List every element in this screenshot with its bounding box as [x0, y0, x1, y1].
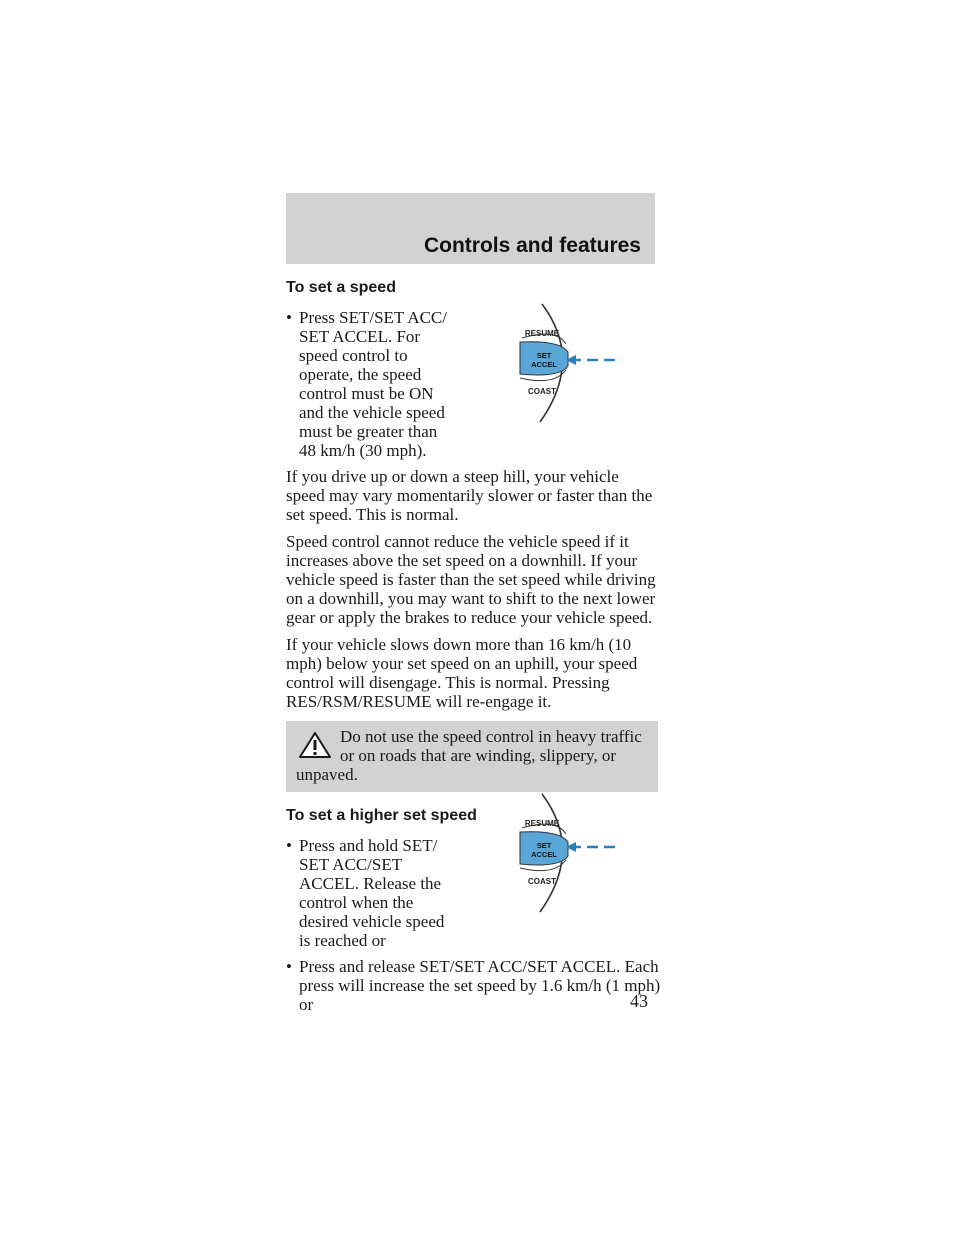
bullet-text: Press and release SET/SET ACC/SET ACCEL. Each press will increase the set speed by 1.6 km/h (1 mph) or	[299, 957, 661, 1014]
section-title: Controls and features	[423, 234, 641, 257]
paragraph: Speed control cannot reduce the vehicle speed if it increases above the set speed on a downhill. If your vehicle speed is faster than the set speed while driving on a downhill, you may want to shift to the next lower gear or apply the brakes to reduce your vehicle speed.	[286, 532, 656, 627]
accel-label: ACCEL	[531, 360, 557, 369]
warning-line: or on roads that are winding, slippery, or	[340, 746, 617, 765]
paragraph: If you drive up or down a steep hill, your vehicle speed may vary momentarily slower or faster than the set speed. This is normal.	[286, 467, 653, 524]
heading-set-speed: To set a speed	[286, 279, 396, 296]
bullet-text: Press and hold SET/ SET ACC/SET ACCEL. Release the control when the desired vehicle speed is reached or	[299, 836, 445, 950]
bullet-dot: •	[286, 836, 292, 855]
coast-label: COAST	[528, 387, 556, 396]
set-label: SET	[536, 351, 552, 360]
warning-line: unpaved.	[296, 765, 358, 784]
warning-icon	[298, 731, 332, 759]
bullet-item	[286, 836, 456, 950]
coast-label: COAST	[528, 877, 556, 886]
bullet-item	[286, 957, 671, 1014]
heading-higher-speed: To set a higher set speed	[286, 807, 477, 824]
set-label: SET	[536, 841, 552, 850]
resume-label: RESUME	[524, 819, 560, 828]
bullet-item	[286, 308, 456, 460]
resume-label: RESUME	[524, 329, 560, 338]
bullet-text: Press SET/SET ACC/ SET ACCEL. For speed control to operate, the speed control must be ON and the vehicle speed must be greater than 48 km/h (30 mph).	[299, 308, 447, 460]
speed-control-switch-illustration	[500, 300, 630, 424]
bullet-dot: •	[286, 308, 292, 327]
bullet-dot: •	[286, 957, 292, 976]
header-band	[286, 193, 655, 264]
paragraph: If your vehicle slows down more than 16 km/h (10 mph) below your set speed on an uphill, your speed control will disengage. This is normal. Pressing RES/RSM/RESUME will re-engage it.	[286, 635, 638, 711]
warning-box	[286, 721, 658, 792]
page-number: 43	[630, 991, 648, 1011]
warning-line: Do not use the speed control in heavy traffic	[340, 727, 642, 746]
speed-control-switch-illustration	[500, 790, 630, 914]
accel-label: ACCEL	[531, 850, 557, 859]
